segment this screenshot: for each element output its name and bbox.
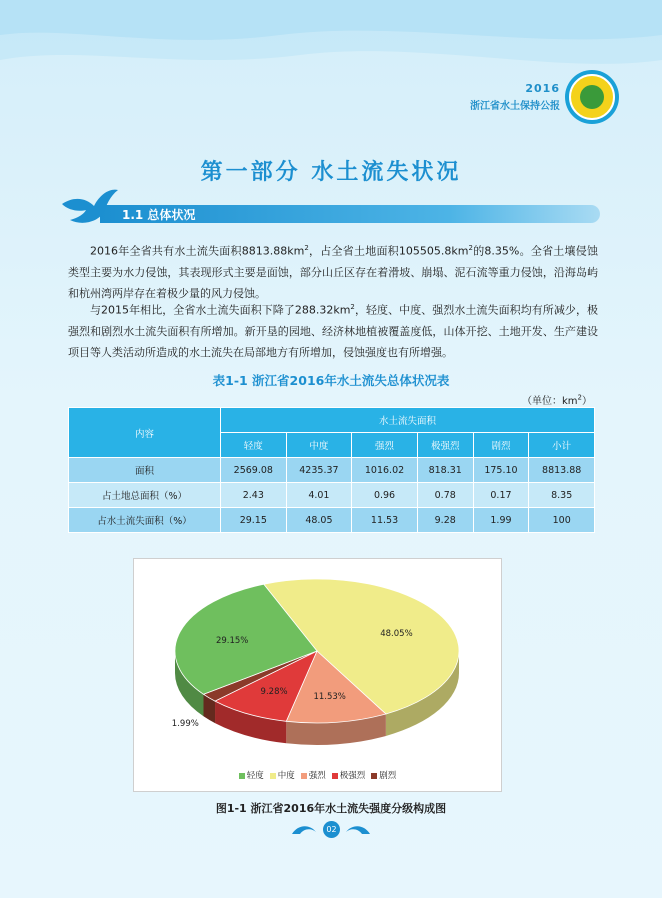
pie-chart — [134, 559, 501, 764]
figure-caption: 图1-1 浙江省2016年水土流失强度分级构成图 — [215, 802, 447, 815]
table-cell: 8.35 — [529, 483, 595, 508]
column-header: 强烈 — [352, 433, 418, 458]
bulletin-logo — [565, 70, 619, 124]
pie-data-label: 1.99% — [171, 719, 199, 730]
header-year: 2016 — [525, 82, 560, 95]
legend-swatch — [239, 773, 245, 779]
legend-swatch — [270, 773, 276, 779]
erosion-table — [68, 407, 595, 533]
chart-legend — [134, 769, 501, 781]
table-cell: 175.10 — [473, 458, 529, 483]
table-cell: 29.15 — [221, 508, 287, 533]
table-cell: 8813.88 — [529, 458, 595, 483]
table-corner: 内容 — [69, 408, 221, 458]
table-cell: 11.53 — [352, 508, 418, 533]
table-row — [69, 508, 595, 533]
legend-item — [239, 771, 264, 781]
table-row — [69, 458, 595, 483]
column-header: 小计 — [529, 433, 595, 458]
legend-label: 强烈 — [308, 771, 326, 781]
legend-label: 剧烈 — [379, 771, 397, 781]
table-cell: 818.31 — [417, 458, 473, 483]
table-cell: 1.99 — [473, 508, 529, 533]
column-header: 中度 — [286, 433, 352, 458]
pie-data-label: 9.28% — [260, 686, 288, 697]
legend-label: 中度 — [277, 771, 295, 781]
section-title: 1.1 总体状况 — [122, 208, 196, 222]
row-label: 占土地总面积（%） — [69, 483, 221, 508]
legend-swatch — [332, 773, 338, 779]
table-cell: 0.96 — [352, 483, 418, 508]
table-title: 表1-1 浙江省2016年水土流失总体状况表 — [212, 373, 450, 388]
table-cell: 1016.02 — [352, 458, 418, 483]
header-title: 浙江省水土保持公报 — [470, 101, 560, 112]
table-unit: （单位：$km^2$） — [521, 393, 592, 407]
paragraph-1: 2016年全省共有水土流失面积$8813.88km^2$，占全省土地面积$105505.8km^2$的8.35%。全省土壤侵蚀类型主要为水力侵蚀，其表现形式主要是面蚀，部分山丘区存在着滑坡、崩塌、泥石流等重力侵蚀，沿海岛屿和杭州湾两岸存在着极少量的风力侵蚀。 — [68, 244, 598, 300]
legend-item — [332, 771, 366, 781]
table-cell: 2569.08 — [221, 458, 287, 483]
column-header: 极强烈 — [417, 433, 473, 458]
pie-data-label: 48.05% — [380, 628, 413, 639]
legend-swatch — [301, 773, 307, 779]
table-cell: 0.17 — [473, 483, 529, 508]
table-cell: 0.78 — [417, 483, 473, 508]
column-header: 剧烈 — [473, 433, 529, 458]
table-cell: 100 — [529, 508, 595, 533]
legend-item — [371, 771, 396, 781]
paragraph-2: 与2015年相比，全省水土流失面积下降了$288.32km^2$，轻度、中度、强烈水土流失面积均有所减少，极强烈和剧烈水土流失面积有所增加。新开垦的园地、经济林地植被覆盖度低，山体开挖、土地开发、生产建设项目等人类活动所造成的水土流失在局部地方有所增加，侵蚀强度也有所增强。 — [68, 303, 598, 359]
legend-label: 极强烈 — [339, 771, 366, 781]
legend-item — [301, 771, 326, 781]
pie-chart-box — [133, 558, 502, 792]
row-label: 面积 — [69, 458, 221, 483]
table-cell: 9.28 — [417, 508, 473, 533]
legend-swatch — [371, 773, 377, 779]
table-cell: 4.01 — [286, 483, 352, 508]
table-cell: 48.05 — [286, 508, 352, 533]
legend-label: 轻度 — [246, 771, 264, 781]
pie-data-label: 11.53% — [313, 692, 346, 703]
part-title: 第一部分 水土流失状况 — [200, 160, 462, 185]
table-cell: 2.43 — [221, 483, 287, 508]
legend-item — [270, 771, 295, 781]
table-row — [69, 483, 595, 508]
row-label: 占水土流失面积（%） — [69, 508, 221, 533]
header-wave-decoration — [0, 0, 662, 120]
pie-data-label: 29.15% — [215, 636, 249, 647]
table-cell: 4235.37 — [286, 458, 352, 483]
column-header: 轻度 — [221, 433, 287, 458]
bird-icon — [60, 186, 120, 226]
page-number: 02 — [323, 821, 340, 838]
table-group-header: 水土流失面积 — [221, 408, 595, 433]
